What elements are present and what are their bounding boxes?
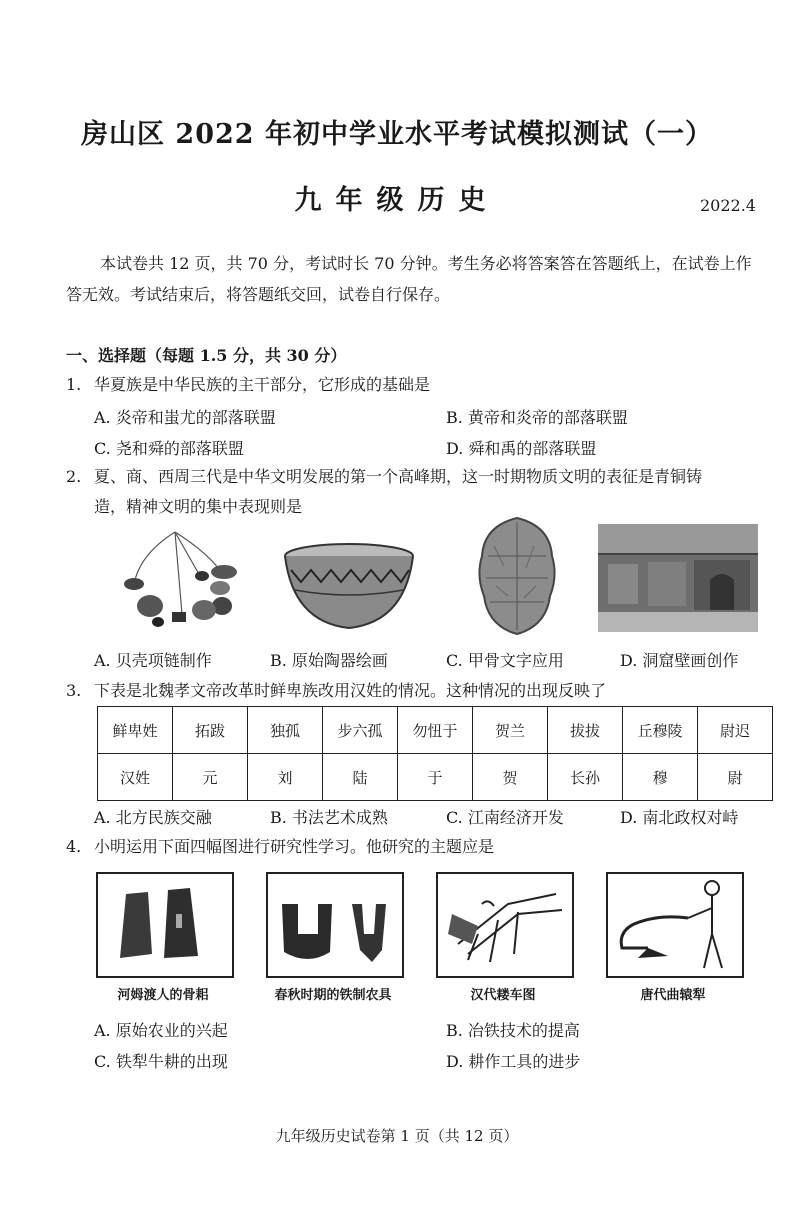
table-cell: 贺兰 [473,707,548,754]
question-2-stem-cont: 造，精神文明的集中表现则是 [94,497,303,516]
table-row-han [98,754,773,801]
q2-option-c: C. 甲骨文字应用 [446,651,564,670]
table-cell: 陆 [323,754,398,801]
page-footer: 九年级历史试卷第 1 页（共 12 页） [275,1127,519,1145]
cave-mural-image [598,524,758,632]
q4-option-a: A. 原始农业的兴起 [94,1021,228,1040]
table-cell: 拔拔 [548,707,623,754]
q1-option-b: B. 黄帝和炎帝的部落联盟 [446,408,628,427]
question-text: 华夏族是中华民族的主干部分，它形成的基础是 [94,375,431,394]
iron-tools-image [266,872,404,978]
table-cell: 勿忸于 [398,707,473,754]
question-text: 小明运用下面四幅图进行研究性学习。他研究的主题应是 [94,837,495,856]
table-cell: 尉迟 [698,707,773,754]
table-row-xianbei [98,707,773,754]
q1-option-c: C. 尧和舜的部落联盟 [94,439,244,458]
question-number: 3. [66,681,82,700]
q3-option-a: A. 北方民族交融 [94,808,212,827]
table-cell: 长孙 [548,754,623,801]
q1-option-d: D. 舜和禹的部落联盟 [446,439,597,458]
question-number: 1. [66,375,82,394]
oracle-bone-image [474,516,560,636]
question-3-stem [66,676,606,706]
table-cell: 贺 [473,754,548,801]
caption-seed-drill: 汉代耧车图 [470,988,536,1003]
q3-option-b: B. 书法艺术成熟 [270,808,388,827]
table-cell: 丘穆陵 [623,707,698,754]
q3-option-d: D. 南北政权对峙 [620,808,739,827]
q2-option-b: B. 原始陶器绘画 [270,651,388,670]
table-cell: 步六孤 [323,707,398,754]
exam-subtitle: 九年级历史 [294,185,500,216]
question-text: 夏、商、西周三代是中华文明发展的第一个高峰期，这一时期物质文明的表征是青铜铸 [94,467,703,486]
exam-date: 2022.4 [700,196,756,215]
q4-option-d: D. 耕作工具的进步 [446,1052,581,1071]
question-2-stem [66,462,702,492]
surname-table [97,706,773,801]
question-4-stem [66,832,494,862]
caption-bone-spade: 河姆渡人的骨耜 [117,988,209,1003]
table-cell: 尉 [698,754,773,801]
table-cell: 汉姓 [98,754,173,801]
q2-option-a: A. 贝壳项链制作 [94,651,212,670]
table-cell: 刘 [248,754,323,801]
exam-instructions: 本试卷共 12 页，共 70 分，考试时长 70 分钟。考生务必将答案答在答题纸上，在试卷上作答无效。考试结束后，将答题纸交回，试卷自行保存。 [66,254,752,304]
question-number: 2. [66,467,82,486]
q3-option-c: C. 江南经济开发 [446,808,564,827]
section-heading: 一、选择题（每题 1.5 分，共 30 分） [66,346,347,365]
table-cell: 穆 [623,754,698,801]
question-number: 4. [66,837,82,856]
bone-spade-image [96,872,234,978]
table-cell: 元 [173,754,248,801]
caption-iron-tools: 春秋时期的铁制农具 [274,988,392,1003]
q2-option-d: D. 洞窟壁画创作 [620,651,739,670]
caption-curved-plough: 唐代曲辕犁 [640,988,706,1003]
exam-title: 房山区 2022 年初中学业水平考试模拟测试（一） [81,119,713,150]
question-1-stem [66,370,430,400]
question-text: 下表是北魏孝文帝改革时鲜卑族改用汉姓的情况。这种情况的出现反映了 [94,681,607,700]
table-cell: 于 [398,754,473,801]
q4-option-c: C. 铁犁牛耕的出现 [94,1052,228,1071]
q1-option-a: A. 炎帝和蚩尤的部落联盟 [94,408,276,427]
table-cell: 独孤 [248,707,323,754]
q4-option-b: B. 冶铁技术的提高 [446,1021,580,1040]
seed-drill-image [436,872,574,978]
painted-pottery-bowl-image [283,542,415,632]
table-cell: 拓跋 [173,707,248,754]
table-cell: 鲜卑姓 [98,707,173,754]
curved-plough-image [606,872,744,978]
shell-necklace-image [120,524,242,636]
